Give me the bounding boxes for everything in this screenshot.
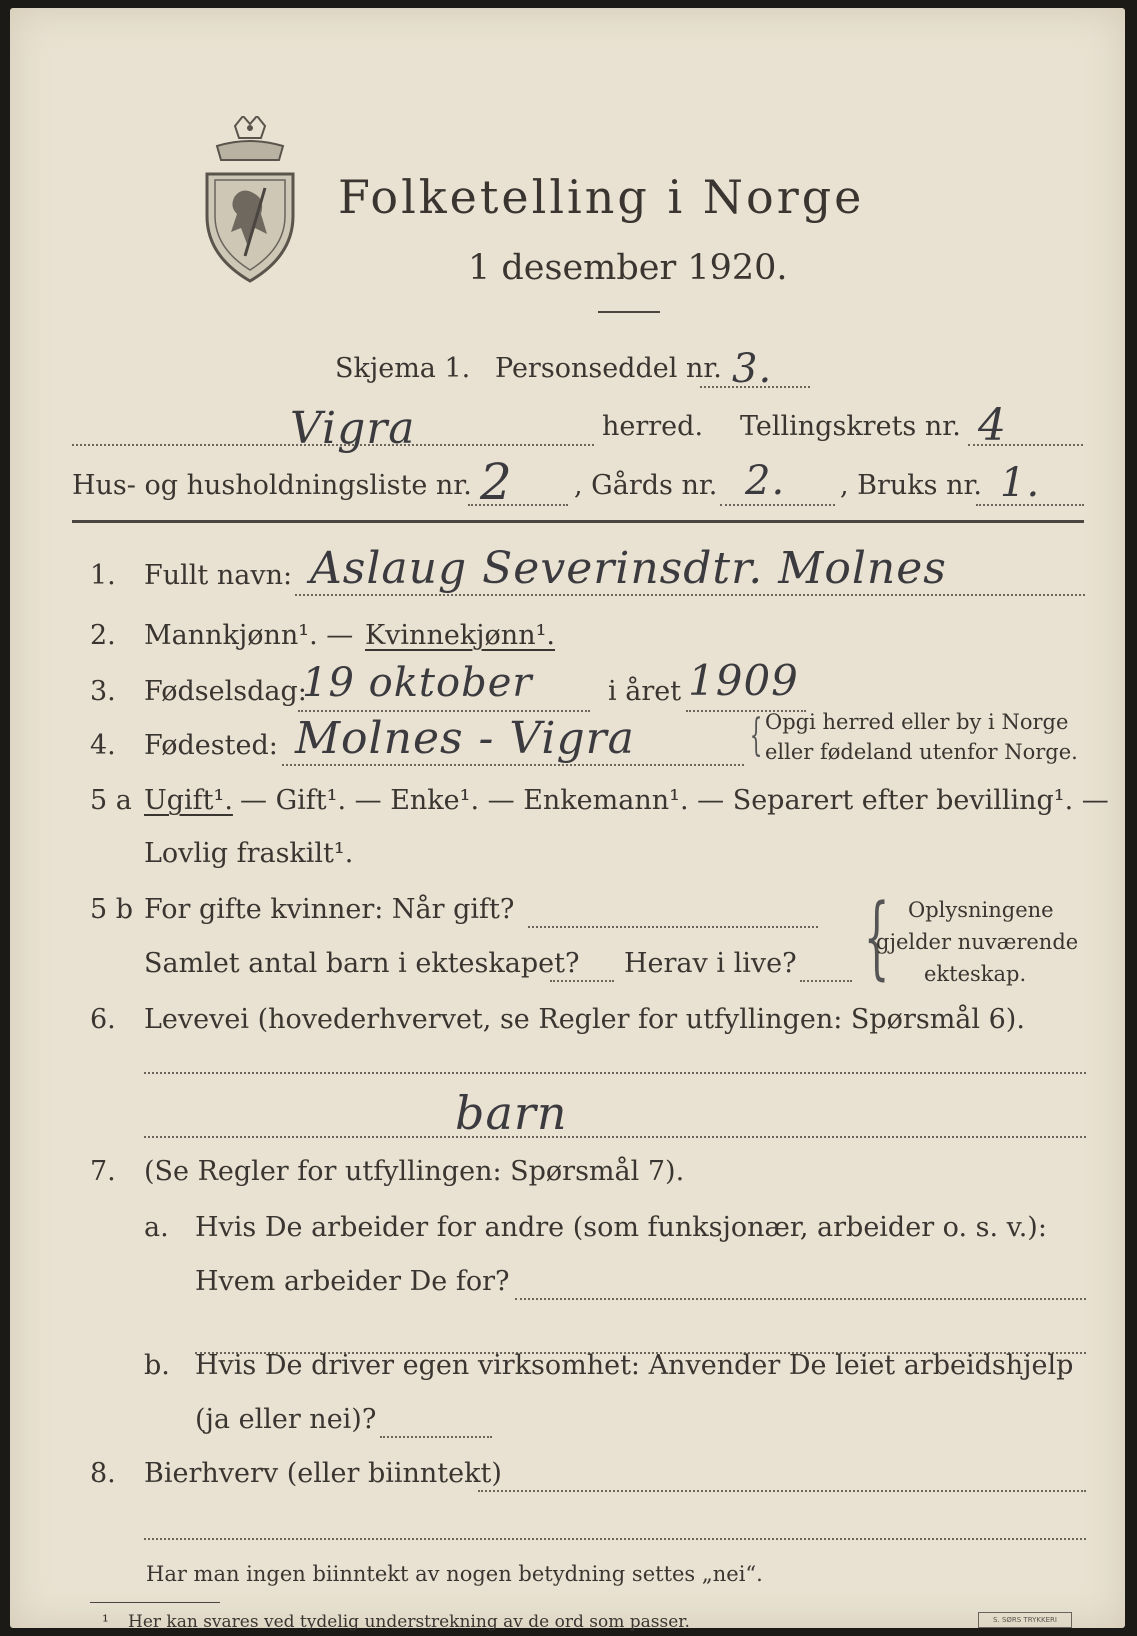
q7a-letter: a. (144, 1212, 169, 1243)
q3-year-label: i året (608, 676, 682, 707)
q5a-number: 5 a (90, 785, 132, 816)
q5b-line2-b: Herav i live? (624, 948, 797, 979)
q5b-note-line1: Oplysningene (908, 898, 1054, 922)
birth-date-value: 19 oktober (302, 660, 533, 706)
printer-stamp: S. SØRS TRYKKERI (978, 1612, 1072, 1628)
q7a-text: Hvis De arbeider for andre (som funksjonær, arbeider o. s. v.): (195, 1212, 1047, 1243)
birth-year-value: 1909 (688, 656, 799, 705)
q3-number: 3. (90, 676, 116, 707)
form-subtitle: 1 desember 1920. (468, 248, 788, 288)
gards-label: , Gårds nr. (574, 470, 718, 501)
husholdningsliste-number: 2 (480, 453, 513, 511)
q8-label: Bierhverv (eller biinntekt) (144, 1458, 502, 1489)
q5a-other-options: — Gift¹. — Enke¹. — Enkemann¹. — Separert efter bevilling¹. — (240, 785, 1109, 816)
q4-number: 4. (90, 730, 116, 761)
q2-number: 2. (90, 620, 116, 651)
q4-note-line1: Opgi herred eller by i Norge (765, 710, 1069, 734)
full-name-value: Aslaug Severinsdtr. Molnes (310, 543, 947, 594)
footer-note: Har man ingen biinntekt av nogen betydning settes „nei“. (146, 1562, 763, 1586)
bruks-label: , Bruks nr. (840, 470, 983, 501)
tellingskrets-label: Tellingskrets nr. (740, 411, 961, 442)
skjema-label: Skjema 1. (335, 353, 471, 384)
herred-label: herred. (602, 411, 704, 442)
q5a-ugift-underlined: Ugift¹. (144, 785, 233, 816)
q7a-question: Hvem arbeider De for? (195, 1266, 510, 1297)
herred-name: Vigra (290, 403, 416, 454)
personseddel-number: 3. (732, 346, 773, 392)
q5b-note-brace: { (863, 885, 890, 990)
title-divider (598, 311, 660, 313)
q5b-number: 5 b (90, 894, 134, 925)
q4-label: Fødested: (144, 730, 278, 761)
personseddel-label: Personseddel nr. (495, 353, 722, 384)
bruks-number: 1. (1000, 460, 1041, 506)
coat-of-arms-icon (195, 116, 305, 291)
form-title: Folketelling i Norge (338, 170, 865, 224)
q3-label: Fødselsdag: (144, 676, 307, 707)
q7b-question: (ja eller nei)? (195, 1404, 377, 1435)
tellingskrets-number: 4 (978, 400, 1007, 451)
q6-label: Levevei (hovederhvervet, se Regler for utfyllingen: Spørsmål 6). (144, 1004, 1025, 1035)
q7b-text: Hvis De driver egen virksomhet: Anvender De leiet arbeidshjelp (195, 1350, 1074, 1381)
occupation-value: barn (455, 1086, 568, 1140)
gards-number: 2. (745, 458, 786, 504)
q5b-line2-a: Samlet antal barn i ekteskapet? (144, 948, 580, 979)
q5b-line1: For gifte kvinner: Når gift? (144, 894, 515, 925)
husholdningsliste-label: Hus- og husholdningsliste nr. (72, 470, 472, 501)
q5a-line2: Lovlig fraskilt¹. (144, 838, 354, 869)
q1-number: 1. (90, 560, 116, 591)
q5b-note-line3: ekteskap. (924, 962, 1027, 986)
q1-label: Fullt navn: (144, 560, 293, 591)
q5b-note-line2: gjelder nuværende (876, 930, 1079, 954)
footnote-rule (90, 1602, 220, 1603)
footnote-mark: ¹ (102, 1612, 109, 1632)
q4-note-brace: { (749, 710, 763, 761)
q7-number: 7. (90, 1156, 116, 1187)
q6-number: 6. (90, 1004, 116, 1035)
q2-female-option-underlined: Kvinnekjønn¹. (365, 620, 555, 651)
q2-male-option: Mannkjønn¹. — (144, 620, 354, 651)
q4-note-line2: eller fødeland utenfor Norge. (765, 740, 1078, 764)
birthplace-value: Molnes - Vigra (295, 713, 635, 764)
q7-label: (Se Regler for utfyllingen: Spørsmål 7). (144, 1156, 685, 1187)
header-rule (72, 520, 1084, 523)
census-form-sheet (10, 8, 1125, 1632)
q7b-letter: b. (144, 1350, 170, 1381)
footnote-text: Her kan svares ved tydelig understrekning av de ord som passer. (128, 1612, 690, 1632)
q8-number: 8. (90, 1458, 116, 1489)
